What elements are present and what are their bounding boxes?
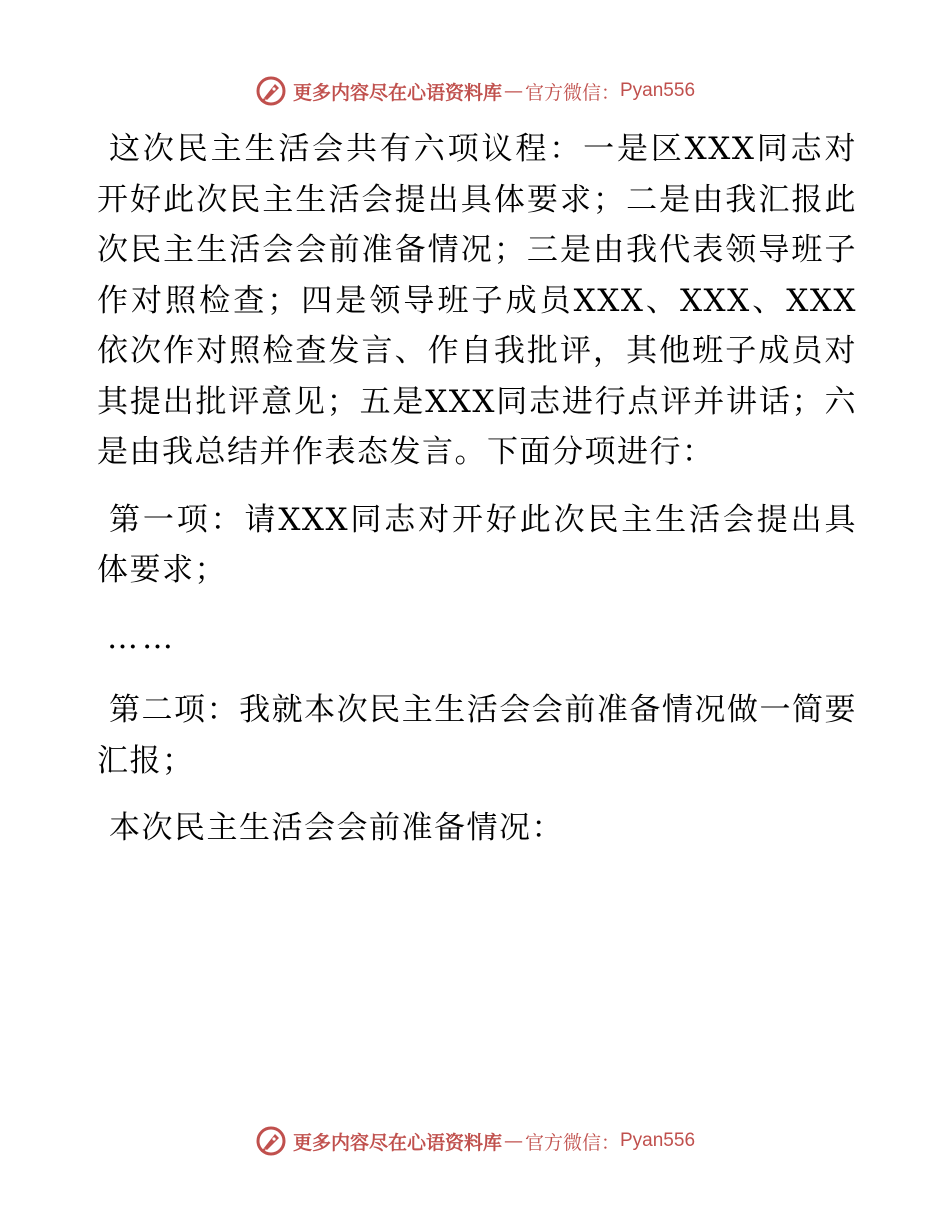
pen-nib-circle-icon <box>255 1125 287 1157</box>
watermark-wechat-account: Pyan556 <box>620 1130 696 1151</box>
watermark-brand-text: 更多内容尽在心语资料库 <box>292 1131 502 1154</box>
watermark-wechat-label: 官方微信： <box>524 1131 620 1154</box>
item-two-paragraph: 第二项：我就本次民主生活会会前准备情况做一简要汇报； <box>97 692 857 779</box>
ellipsis-paragraph: …… <box>107 619 177 656</box>
document-body <box>97 124 857 871</box>
item-one-paragraph: 第一项：请XXX同志对开好此次民主生活会提出具体要求； <box>97 501 857 588</box>
watermark-wechat-account: Pyan556 <box>620 80 696 101</box>
watermark-wechat-label: 官方微信： <box>524 81 620 104</box>
header-watermark <box>0 71 950 111</box>
watermark-separator: — <box>503 80 523 102</box>
watermark-brand-text: 更多内容尽在心语资料库 <box>292 81 502 104</box>
pen-nib-circle-icon <box>255 75 287 107</box>
footer-watermark <box>0 1121 950 1161</box>
watermark-separator: — <box>503 1130 523 1152</box>
agenda-paragraph: 这次民主生活会共有六项议程：一是区XXX同志对开好此次民主生活会提出具体要求；二是由我汇报此次民主生活会会前准备情况；三是由我代表领导班子作对照检查；四是领导班子成员XXX、XXX、XXX依次作对照检查发言、作自我批评，其他班子成员对其提出批评意见；五是XXX同志进行点评并讲话；六是由我总结并作表态发言。下面分项进行： <box>97 131 857 470</box>
preparation-heading: 本次民主生活会会前准备情况： <box>109 810 564 846</box>
